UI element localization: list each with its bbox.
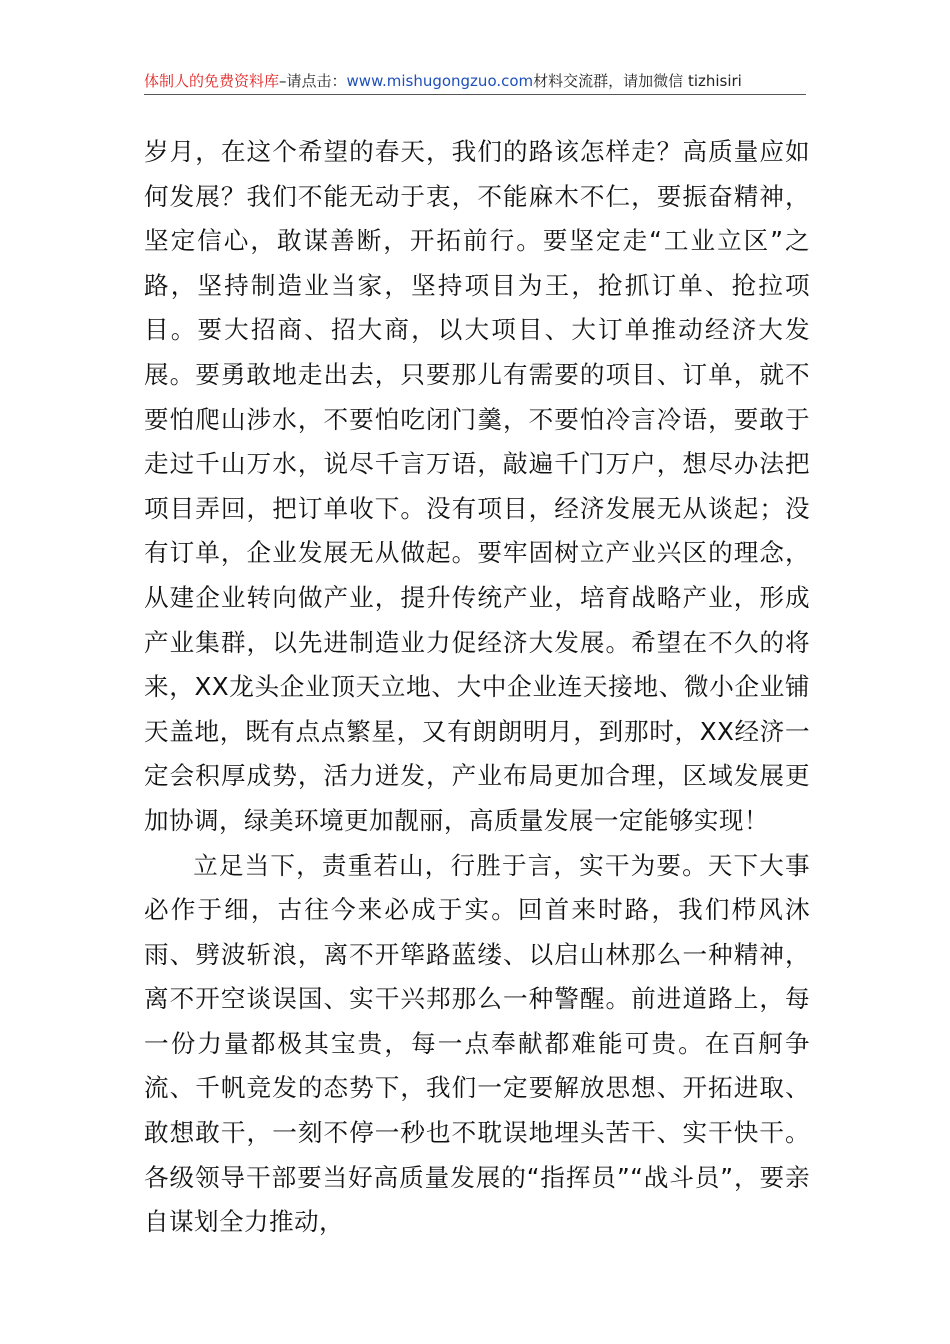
page-header xyxy=(144,68,806,95)
paragraph-1: 岁月，在这个希望的春天，我们的路该怎样走？高质量应如何发展？我们不能无动于衷，不能麻木不仁，要振奋精神，坚定信心，敢谋善断，开拓前行。要坚定走“工业立区”之路，坚持制造业当家，坚持项目为王，抢抓订单、抢拉项目。要大招商、招大商，以大项目、大订单推动经济大发展。要勇敢地走出去，只要那儿有需要的项目、订单，就不要怕爬山涉水，不要怕吃闭门羹，不要怕冷言冷语，要敢于走过千山万水，说尽千言万语，敲遍千门万户，想尽办法把项目弄回，把订单收下。没有项目，经济发展无从谈起；没有订单，企业发展无从做起。要牢固树立产业兴区的理念，从建企业转向做产业，提升传统产业，培育战略产业，形成产业集群，以先进制造业力促经济大发展。希望在不久的将来，XX龙头企业顶天立地、大中企业连天接地、微小企业铺天盖地，既有点点繁星，又有朗朗明月，到那时，XX经济一定会积厚成势，活力迸发，产业布局更加合理，区域发展更加协调，绿美环境更加靓丽，高质量发展一定能够实现！ xyxy=(144,137,810,835)
document-body xyxy=(144,130,810,1245)
click-prompt: –请点击： xyxy=(279,72,347,90)
website-link[interactable]: www.mishugongzuo.com xyxy=(346,72,534,90)
paragraph-2: 立足当下，责重若山，行胜于言，实干为要。天下大事必作于细，古往今来必成于实。回首来时路，我们栉风沐雨、劈波斩浪，离不开筚路蓝缕、以启山林那么一种精神，离不开空谈误国、实干兴邦那么一种警醒。前进道路上，每一份力量都极其宝贵，每一点奉献都难能可贵。在百舸争流、千帆竞发的态势下，我们一定要解放思想、开拓进取、敢想敢干，一刻不停一秒也不耽误地埋头苦干、实干快干。各级领导干部要当好高质量发展的“指挥员”“战斗员”，要亲自谋划全力推动， xyxy=(144,850,810,1237)
wechat-contact: 材料交流群，请加微信 tizhisiri xyxy=(533,72,742,90)
library-name: 体制人的免费资料库 xyxy=(144,72,280,90)
